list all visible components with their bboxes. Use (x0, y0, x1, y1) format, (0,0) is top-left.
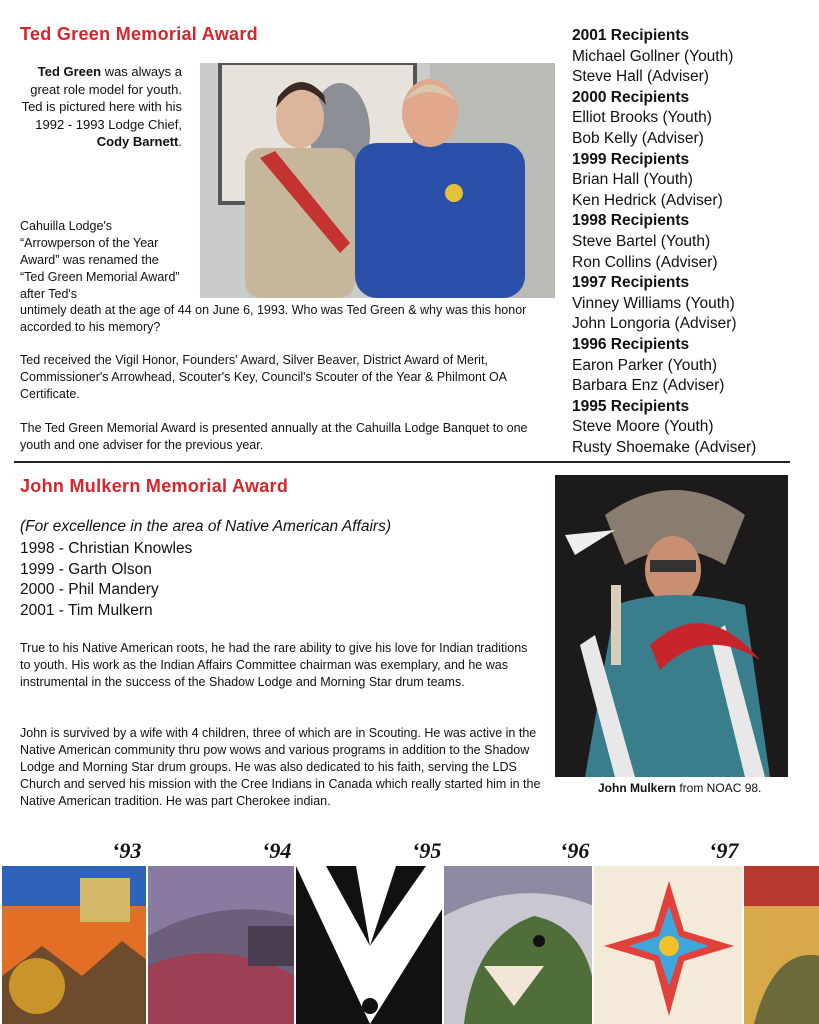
patch-1995-image (296, 866, 444, 1024)
patch-1996 (442, 866, 594, 1024)
recipient-group (572, 397, 812, 459)
patch-1993 (0, 866, 148, 1024)
john-caption-name: John Mulkern (598, 781, 677, 795)
recipient-adviser: Barbara Enz (Adviser) (572, 377, 725, 395)
john-subtitle: (For excellence in the area of Native American Affairs) (20, 518, 392, 535)
recipient-year: 1999 Recipients (572, 150, 690, 168)
recipient-youth: Earon Parker (Youth) (572, 356, 718, 374)
recipient-adviser: John Longoria (Adviser) (572, 315, 737, 333)
john-para1: True to his Native American roots, he had the rare ability to give his love for Indian traditions to youth. His work as the Indian Affairs Committee chairman was exemplary, and he was instrumental in the success of the Shadow Lodge and Morning Star drum teams. (20, 641, 528, 689)
patch-year-93: ‘93 (112, 838, 142, 863)
recipient-group (572, 273, 812, 335)
patch-1995 (294, 866, 444, 1024)
patch-1997 (592, 866, 744, 1024)
award-list-item: 1999 - Garth Olson (20, 560, 152, 578)
recipient-group (572, 26, 812, 88)
ted-name: Ted Green (37, 64, 102, 79)
recipient-youth: Elliot Brooks (Youth) (572, 109, 712, 127)
john-photo-caption: John Mulkern from NOAC 98. (598, 781, 762, 795)
john-award-list (20, 539, 192, 621)
john-heading: John Mulkern Memorial Award (20, 476, 289, 496)
recipient-group (572, 88, 812, 150)
ted-heading: Ted Green Memorial Award (20, 24, 258, 44)
john-mulkern-photo-image (555, 475, 788, 777)
recipient-year: 1995 Recipients (572, 397, 690, 415)
award-list-item: 1998 - Christian Knowles (20, 540, 193, 557)
patch-1994 (146, 866, 296, 1024)
recipient-group (572, 335, 812, 397)
recipient-year: 2000 Recipients (572, 88, 690, 106)
ted-green-photo-image (200, 63, 555, 298)
recipients-list (572, 26, 812, 458)
recipient-youth: Steve Bartel (Youth) (572, 232, 711, 250)
award-list-item: 2000 - Phil Mandery (20, 581, 159, 598)
recipient-year: 1997 Recipients (572, 274, 690, 292)
recipient-year: 1996 Recipients (572, 335, 690, 353)
recipient-youth: Steve Moore (Youth) (572, 418, 714, 436)
recipient-group (572, 150, 812, 212)
john-mulkern-photo (555, 475, 788, 777)
award-list-item: 2001 - Tim Mulkern (20, 601, 153, 619)
recipient-year: 2001 Recipients (572, 27, 690, 44)
recipient-youth: Vinney Williams (Youth) (572, 294, 735, 312)
patch-1997-image (594, 866, 744, 1024)
ted-para3: The Ted Green Memorial Award is presented annually at the Cahuilla Lodge Banquet to one youth and one adviser for the previous year. (20, 421, 528, 452)
patch-year-95: ‘95 (412, 838, 442, 863)
patch-year-97: ‘97 (709, 838, 739, 863)
patch-year-96: ‘96 (560, 838, 590, 863)
recipient-year: 1998 Recipients (572, 212, 690, 230)
patch-1998-image (744, 866, 819, 1024)
recipient-adviser: Bob Kelly (Adviser) (572, 129, 704, 147)
patch-1994-image (148, 866, 296, 1024)
recipient-group (572, 211, 812, 273)
recipient-adviser: Steve Hall (Adviser) (572, 68, 709, 86)
recipient-adviser: Ron Collins (Adviser) (572, 253, 718, 271)
patch-year-94: ‘94 (262, 838, 292, 863)
patch-1998 (742, 866, 819, 1024)
recipient-adviser: Rusty Shoemake (Adviser) (572, 438, 757, 456)
patch-1996-image (444, 866, 594, 1024)
ted-para2: Ted received the Vigil Honor, Founders' Award, Silver Beaver, District Award of Merit, Commissioner's Arrowhead, Scouter's Key, Council's Scouter of the Year & Philmont OA Certificate. (20, 353, 507, 401)
recipient-youth: Michael Gollner (Youth) (572, 47, 734, 65)
ted-green-photo (200, 63, 555, 298)
john-para2: John is survived by a wife with 4 children, three of which are in Scouting. He was active in the Native American community thru pow wows and various programs in addition to the Shadow Lodge and Morning Star drum groups. He was also dedicated to his faith, serving the LDS Church and served his mission with the Cree Indians in Canada which really started him in the Native American tradition. He was part Cherokee indian. (20, 726, 541, 808)
ted-photo-caption: Ted Green was always a great role model for youth. Ted is pictured here with his 1992 - 1993 Lodge Chief, Cody Barnett. (21, 64, 182, 149)
recipient-youth: Brian Hall (Youth) (572, 171, 693, 189)
cody-name: Cody Barnett (96, 134, 179, 149)
ted-para1-part-a: Cahuilla Lodge's “Arrowperson of the Year Award” was renamed the “Ted Green Memorial Award” after Ted's (20, 219, 180, 301)
ted-para1-part-b: untimely death at the age of 44 on June 6, 1993. Who was Ted Green & why was this honor accorded to his memory? (20, 303, 527, 334)
patch-1993-image (2, 866, 148, 1024)
section-divider (14, 461, 790, 463)
recipient-adviser: Ken Hedrick (Adviser) (572, 191, 723, 209)
